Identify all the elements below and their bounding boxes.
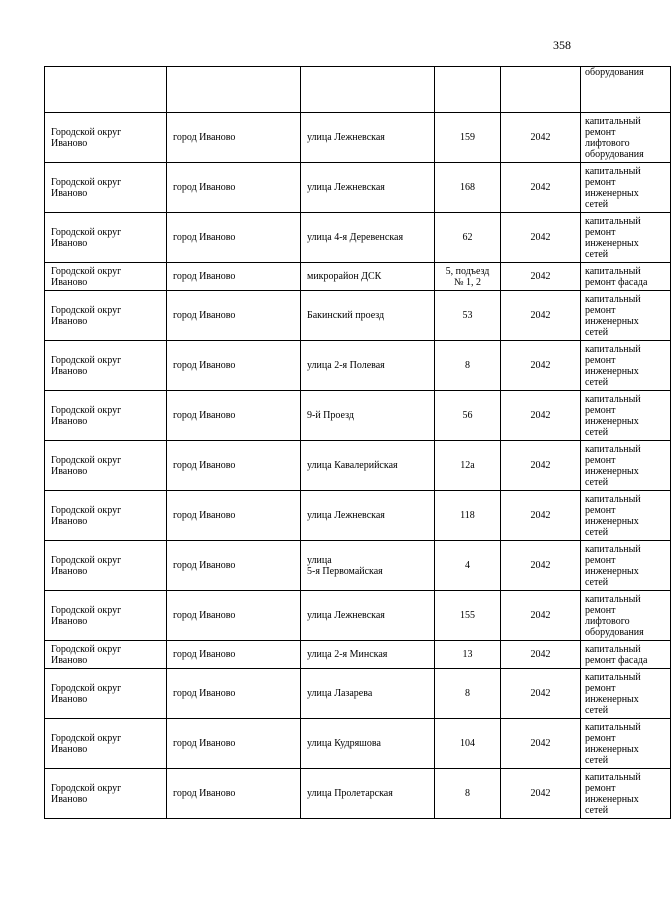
municipality-cell-text: Городской округ Иваново	[51, 176, 122, 199]
settlement-cell	[167, 769, 301, 819]
table-row	[45, 113, 671, 163]
year-cell	[501, 67, 581, 113]
municipality-cell-text: Городской округ Иваново	[51, 682, 122, 705]
house-number-cell	[435, 341, 501, 391]
year-cell-text: 2042	[530, 182, 551, 193]
street-cell-text: улица 2-я Минская	[307, 649, 388, 660]
work-type-cell	[581, 213, 671, 263]
street-cell-text: улица Лежневская	[307, 510, 385, 521]
year-cell	[501, 769, 581, 819]
house-number-cell	[435, 263, 501, 291]
table-body	[45, 67, 671, 819]
house-number-cell-text: 12а	[460, 460, 475, 471]
settlement-cell-text: город Иваново	[173, 310, 236, 321]
year-cell-text: 2042	[530, 132, 551, 143]
municipality-cell	[45, 641, 167, 669]
municipality-cell	[45, 591, 167, 641]
table-row	[45, 341, 671, 391]
table-row	[45, 769, 671, 819]
street-cell-text: улица 5-я Первомайская	[307, 554, 383, 577]
house-number-cell-text: 168	[460, 182, 475, 193]
table-row	[45, 291, 671, 341]
table-row	[45, 669, 671, 719]
street-cell-text: улица Кудряшова	[307, 738, 381, 749]
year-cell	[501, 669, 581, 719]
settlement-cell	[167, 641, 301, 669]
municipality-cell-text: Городской округ Иваново	[51, 354, 122, 377]
table-row	[45, 67, 671, 113]
year-cell-text: 2042	[530, 788, 551, 799]
municipality-cell-text: Городской округ Иваново	[51, 404, 122, 427]
year-cell	[501, 291, 581, 341]
street-cell-text: улица Лежневская	[307, 182, 385, 193]
settlement-cell	[167, 341, 301, 391]
settlement-cell	[167, 719, 301, 769]
work-type-cell	[581, 769, 671, 819]
municipality-cell	[45, 491, 167, 541]
municipality-cell-text: Городской округ Иваново	[51, 504, 122, 527]
municipality-cell	[45, 291, 167, 341]
work-type-cell	[581, 541, 671, 591]
work-type-cell-text: капитальный ремонт инженерных сетей	[585, 343, 641, 388]
house-number-cell	[435, 541, 501, 591]
house-number-cell	[435, 67, 501, 113]
street-cell-text: микрорайон ДСК	[307, 271, 382, 282]
house-number-cell-text: 8	[465, 788, 470, 799]
settlement-cell-text: город Иваново	[173, 410, 236, 421]
table-row	[45, 163, 671, 213]
municipality-cell-text: Городской округ Иваново	[51, 782, 122, 805]
municipality-cell	[45, 669, 167, 719]
year-cell	[501, 719, 581, 769]
work-type-cell	[581, 391, 671, 441]
street-cell	[301, 213, 435, 263]
year-cell	[501, 441, 581, 491]
year-cell	[501, 491, 581, 541]
settlement-cell-text: город Иваново	[173, 360, 236, 371]
work-type-cell	[581, 669, 671, 719]
settlement-cell	[167, 263, 301, 291]
year-cell	[501, 591, 581, 641]
house-number-cell	[435, 769, 501, 819]
year-cell-text: 2042	[530, 610, 551, 621]
work-type-cell-text: капитальный ремонт инженерных сетей	[585, 543, 641, 588]
house-number-cell	[435, 163, 501, 213]
settlement-cell-text: город Иваново	[173, 610, 236, 621]
house-number-cell	[435, 441, 501, 491]
house-number-cell-text: 4	[465, 560, 470, 571]
house-number-cell	[435, 113, 501, 163]
work-type-cell-text: капитальный ремонт инженерных сетей	[585, 671, 641, 716]
settlement-cell-text: город Иваново	[173, 232, 236, 243]
municipality-cell	[45, 391, 167, 441]
work-type-cell-text: капитальный ремонт инженерных сетей	[585, 293, 641, 338]
municipality-cell-text: Городской округ Иваново	[51, 265, 122, 288]
municipality-cell	[45, 541, 167, 591]
municipality-cell	[45, 769, 167, 819]
work-type-cell-text: капитальный ремонт фасада	[585, 643, 648, 666]
street-cell-text: Бакинский проезд	[307, 310, 385, 321]
municipality-cell	[45, 67, 167, 113]
municipality-cell	[45, 719, 167, 769]
year-cell	[501, 263, 581, 291]
municipality-cell-text: Городской округ Иваново	[51, 126, 122, 149]
street-cell	[301, 541, 435, 591]
street-cell	[301, 291, 435, 341]
house-number-cell-text: 155	[460, 610, 475, 621]
house-number-cell	[435, 591, 501, 641]
house-number-cell	[435, 213, 501, 263]
repair-schedule-table	[44, 66, 671, 819]
work-type-cell-text: оборудования	[585, 67, 644, 78]
house-number-cell-text: 5, подъезд № 1, 2	[445, 265, 490, 288]
municipality-cell-text: Городской округ Иваново	[51, 643, 122, 666]
municipality-cell	[45, 213, 167, 263]
street-cell	[301, 263, 435, 291]
municipality-cell-text: Городской округ Иваново	[51, 226, 122, 249]
settlement-cell	[167, 67, 301, 113]
house-number-cell	[435, 291, 501, 341]
settlement-cell-text: город Иваново	[173, 649, 236, 660]
municipality-cell	[45, 263, 167, 291]
work-type-cell	[581, 441, 671, 491]
year-cell-text: 2042	[530, 310, 551, 321]
settlement-cell	[167, 391, 301, 441]
year-cell	[501, 213, 581, 263]
municipality-cell-text: Городской округ Иваново	[51, 554, 122, 577]
work-type-cell	[581, 719, 671, 769]
table-row	[45, 641, 671, 669]
work-type-cell-text: капитальный ремонт инженерных сетей	[585, 721, 641, 766]
street-cell	[301, 641, 435, 669]
year-cell-text: 2042	[530, 271, 551, 282]
work-type-cell-text: капитальный ремонт лифтового оборудования	[585, 593, 644, 638]
house-number-cell-text: 118	[460, 510, 475, 521]
year-cell	[501, 113, 581, 163]
settlement-cell-text: город Иваново	[173, 510, 236, 521]
settlement-cell	[167, 163, 301, 213]
settlement-cell	[167, 669, 301, 719]
year-cell-text: 2042	[530, 510, 551, 521]
work-type-cell	[581, 591, 671, 641]
municipality-cell	[45, 441, 167, 491]
settlement-cell-text: город Иваново	[173, 788, 236, 799]
table-row	[45, 441, 671, 491]
street-cell	[301, 719, 435, 769]
street-cell-text: улица 4-я Деревенская	[307, 232, 404, 243]
street-cell	[301, 591, 435, 641]
house-number-cell-text: 56	[462, 410, 473, 421]
settlement-cell	[167, 213, 301, 263]
settlement-cell	[167, 491, 301, 541]
house-number-cell	[435, 391, 501, 441]
street-cell	[301, 391, 435, 441]
year-cell-text: 2042	[530, 232, 551, 243]
house-number-cell-text: 8	[465, 360, 470, 371]
year-cell	[501, 163, 581, 213]
work-type-cell	[581, 641, 671, 669]
municipality-cell-text: Городской округ Иваново	[51, 304, 122, 327]
house-number-cell-text: 8	[465, 688, 470, 699]
municipality-cell	[45, 163, 167, 213]
work-type-cell-text: капитальный ремонт инженерных сетей	[585, 771, 641, 816]
house-number-cell	[435, 641, 501, 669]
street-cell-text: улица Лазарева	[307, 688, 373, 699]
work-type-cell	[581, 263, 671, 291]
house-number-cell-text: 159	[460, 132, 475, 143]
year-cell-text: 2042	[530, 649, 551, 660]
year-cell-text: 2042	[530, 410, 551, 421]
house-number-cell	[435, 491, 501, 541]
settlement-cell-text: город Иваново	[173, 460, 236, 471]
house-number-cell	[435, 719, 501, 769]
table-row	[45, 263, 671, 291]
settlement-cell-text: город Иваново	[173, 560, 236, 571]
work-type-cell-text: капитальный ремонт инженерных сетей	[585, 393, 641, 438]
street-cell	[301, 163, 435, 213]
work-type-cell-text: капитальный ремонт инженерных сетей	[585, 493, 641, 538]
street-cell-text: улица Кавалерийская	[307, 460, 398, 471]
year-cell	[501, 391, 581, 441]
year-cell	[501, 341, 581, 391]
table-row	[45, 491, 671, 541]
work-type-cell-text: капитальный ремонт лифтового оборудования	[585, 115, 644, 160]
work-type-cell-text: капитальный ремонт инженерных сетей	[585, 165, 641, 210]
work-type-cell	[581, 491, 671, 541]
house-number-cell-text: 13	[462, 649, 473, 660]
year-cell-text: 2042	[530, 360, 551, 371]
street-cell	[301, 67, 435, 113]
work-type-cell-text: капитальный ремонт инженерных сетей	[585, 215, 641, 260]
work-type-cell	[581, 163, 671, 213]
table-row	[45, 591, 671, 641]
settlement-cell-text: город Иваново	[173, 738, 236, 749]
house-number-cell-text: 62	[462, 232, 473, 243]
settlement-cell-text: город Иваново	[173, 182, 236, 193]
settlement-cell	[167, 591, 301, 641]
year-cell-text: 2042	[530, 688, 551, 699]
municipality-cell	[45, 113, 167, 163]
street-cell-text: улица 2-я Полевая	[307, 360, 385, 371]
year-cell	[501, 541, 581, 591]
street-cell-text: улица Пролетарская	[307, 788, 393, 799]
table-row	[45, 541, 671, 591]
settlement-cell-text: город Иваново	[173, 271, 236, 282]
work-type-cell-text: капитальный ремонт фасада	[585, 265, 648, 288]
settlement-cell	[167, 541, 301, 591]
settlement-cell	[167, 291, 301, 341]
work-type-cell	[581, 67, 671, 113]
street-cell-text: улица Лежневская	[307, 132, 385, 143]
municipality-cell-text: Городской округ Иваново	[51, 454, 122, 477]
settlement-cell	[167, 441, 301, 491]
settlement-cell-text: город Иваново	[173, 132, 236, 143]
street-cell-text: улица Лежневская	[307, 610, 385, 621]
house-number-cell-text: 104	[460, 738, 475, 749]
street-cell	[301, 491, 435, 541]
work-type-cell	[581, 113, 671, 163]
settlement-cell-text: город Иваново	[173, 688, 236, 699]
street-cell	[301, 441, 435, 491]
year-cell-text: 2042	[530, 560, 551, 571]
work-type-cell	[581, 291, 671, 341]
table-row	[45, 719, 671, 769]
street-cell	[301, 113, 435, 163]
year-cell	[501, 641, 581, 669]
work-type-cell	[581, 341, 671, 391]
page-number: 358	[553, 38, 571, 52]
table-row	[45, 391, 671, 441]
municipality-cell	[45, 341, 167, 391]
settlement-cell	[167, 113, 301, 163]
year-cell-text: 2042	[530, 460, 551, 471]
table-row	[45, 213, 671, 263]
house-number-cell-text: 53	[462, 310, 473, 321]
street-cell-text: 9-й Проезд	[307, 410, 354, 421]
municipality-cell-text: Городской округ Иваново	[51, 732, 122, 755]
work-type-cell-text: капитальный ремонт инженерных сетей	[585, 443, 641, 488]
street-cell	[301, 669, 435, 719]
street-cell	[301, 341, 435, 391]
year-cell-text: 2042	[530, 738, 551, 749]
house-number-cell	[435, 669, 501, 719]
municipality-cell-text: Городской округ Иваново	[51, 604, 122, 627]
street-cell	[301, 769, 435, 819]
